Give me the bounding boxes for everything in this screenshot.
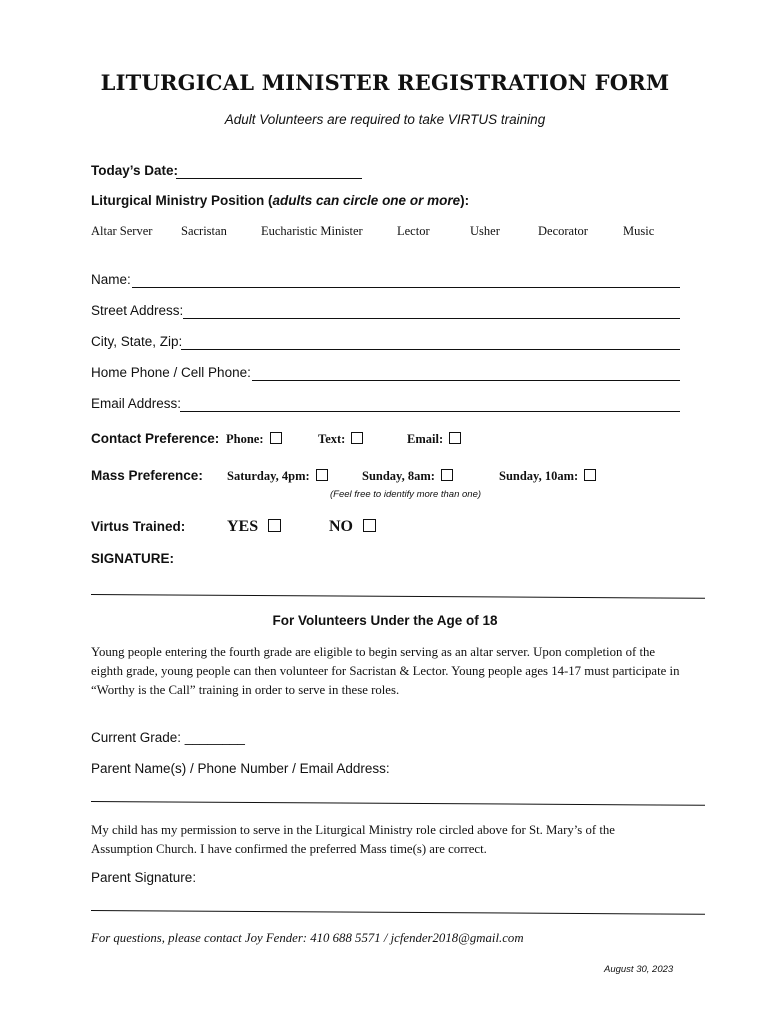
virtus-trained-label: Virtus Trained: xyxy=(91,519,186,534)
virtus-no-option[interactable] xyxy=(329,518,376,536)
signature-label-text: SIGNATURE: xyxy=(91,551,174,566)
parent-info-label: Parent Name(s) / Phone Number / Email Address: xyxy=(91,761,390,776)
name-field[interactable] xyxy=(132,287,680,288)
mass-saturday-option[interactable] xyxy=(227,469,328,484)
position-usher[interactable]: Usher xyxy=(470,224,500,238)
mass-preference-label: Mass Preference: xyxy=(91,468,203,483)
contact-phone-checkbox[interactable] xyxy=(270,432,282,444)
permission-statement: My child has my permission to serve in the Liturgical Ministry role circled above for St. Mary’s of the Assumption Church. I have confirmed the preferred Mass time(s) are correct. xyxy=(91,823,615,856)
mass-sunday-8am-checkbox[interactable] xyxy=(441,469,453,481)
contact-text-checkbox[interactable] xyxy=(351,432,363,444)
current-grade-label[interactable]: Current Grade: ________ xyxy=(91,730,245,745)
virtus-no-checkbox[interactable] xyxy=(363,519,376,532)
virtus-yes-checkbox[interactable] xyxy=(268,519,281,532)
mass-sunday-10am-checkbox[interactable] xyxy=(584,469,596,481)
contact-email-label: Email: xyxy=(407,432,444,446)
phone-label: Home Phone / Cell Phone: xyxy=(91,365,251,380)
phone-field[interactable] xyxy=(252,380,680,381)
city-state-zip-label: City, State, Zip: xyxy=(91,334,183,349)
street-address-label: Street Address: xyxy=(91,303,184,318)
position-lector[interactable]: Lector xyxy=(397,224,430,238)
street-address-field[interactable] xyxy=(183,318,680,319)
todays-date-label: Today’s Date: xyxy=(91,163,179,178)
parent-signature-label: Parent Signature: xyxy=(91,870,197,885)
position-decorator[interactable]: Decorator xyxy=(538,224,588,238)
mass-sunday-10am-option[interactable] xyxy=(499,469,596,484)
minors-heading: For Volunteers Under the Age of 18 xyxy=(272,613,498,628)
parent-signature-field[interactable] xyxy=(91,910,705,915)
todays-date-field[interactable] xyxy=(176,178,362,179)
contact-preference-label: Contact Preference: xyxy=(91,431,220,446)
mass-sunday-10am-label: Sunday, 10am: xyxy=(499,469,579,483)
position-eucharistic-minister[interactable]: Eucharistic Minister xyxy=(261,224,363,238)
name-label: Name: xyxy=(91,272,131,287)
position-label-start: Liturgical Ministry Position ( xyxy=(91,193,273,208)
mass-saturday-checkbox[interactable] xyxy=(316,469,328,481)
position-label-emphasis: adults can circle one or more xyxy=(272,193,461,208)
contact-phone-option[interactable] xyxy=(226,432,282,447)
position-label-end: ): xyxy=(460,193,470,208)
position-altar-server[interactable]: Altar Server xyxy=(91,224,153,238)
virtus-no-label: NO xyxy=(329,518,353,535)
contact-text-label: Text: xyxy=(318,432,346,446)
contact-phone-label: Phone: xyxy=(226,432,264,446)
revision-date: August 30, 2023 xyxy=(604,964,674,975)
signature-field[interactable] xyxy=(91,594,705,599)
virtus-yes-option[interactable] xyxy=(227,518,281,536)
mass-sunday-8am-option[interactable] xyxy=(362,469,453,484)
contact-text-option[interactable] xyxy=(318,432,363,447)
position-label xyxy=(91,193,469,208)
minors-paragraph: Young people entering the fourth grade are eligible to begin serving as an altar server. Upon completion of the eighth grade, young people can then volunteer for Sacristan & Lector. Young people ages 14-17 must participate in “Worthy is the Call” training in order to serve in these roles. xyxy=(91,645,680,697)
email-address-label: Email Address: xyxy=(91,396,182,411)
virtus-yes-label: YES xyxy=(227,518,259,535)
email-address-field[interactable] xyxy=(180,411,680,412)
parent-info-field[interactable] xyxy=(91,801,705,806)
city-state-zip-field[interactable] xyxy=(181,349,680,350)
contact-email-checkbox[interactable] xyxy=(449,432,461,444)
contact-email-option[interactable] xyxy=(407,432,461,447)
form-subtitle: Adult Volunteers are required to take VIRTUS training xyxy=(224,112,546,127)
signature-label xyxy=(91,551,174,566)
mass-sunday-8am-label: Sunday, 8am: xyxy=(362,469,435,483)
mass-saturday-label: Saturday, 4pm: xyxy=(227,469,310,483)
form-title: LITURGICAL MINISTER REGISTRATION FORM xyxy=(100,70,670,95)
contact-footer: For questions, please contact Joy Fender: 410 688 5571 / jcfender2018@gmail.com xyxy=(91,931,524,945)
position-sacristan[interactable]: Sacristan xyxy=(181,224,227,238)
mass-preference-note: (Feel free to identify more than one) xyxy=(330,489,482,500)
position-music[interactable]: Music xyxy=(623,224,655,238)
